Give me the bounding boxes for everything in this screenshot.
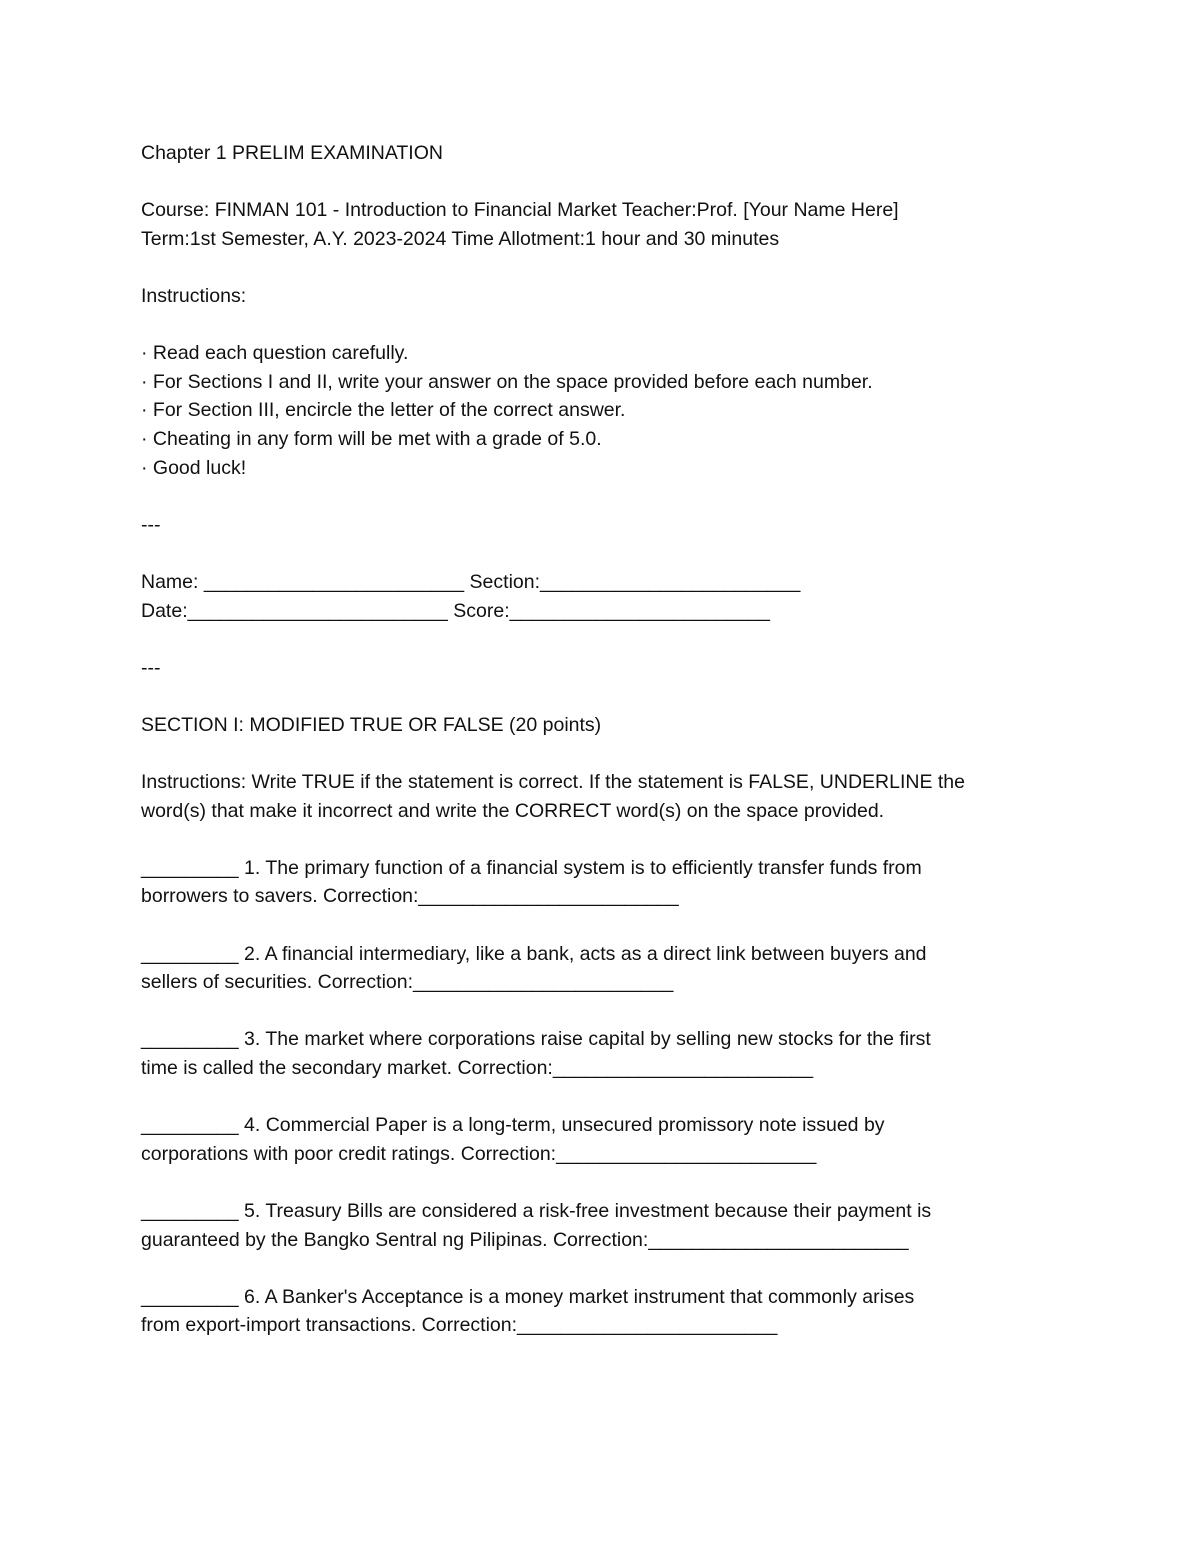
spacer: [141, 625, 1071, 654]
question-correction[interactable]: time is called the secondary market. Correction:________________________: [141, 1057, 814, 1079]
name-section-field[interactable]: Name: ________________________ Section:________________________: [141, 570, 801, 593]
instruction-item: · Good luck!: [141, 456, 247, 479]
question-item: [141, 1283, 1071, 1340]
section-instructions: Instructions: Write TRUE if the statement is correct. If the statement is FALSE, UNDERLINE the: [141, 771, 965, 794]
instructions-list: [141, 339, 1071, 482]
instruction-item: · For Sections I and II, write your answer on the space provided before each number.: [141, 370, 873, 393]
spacer: [141, 311, 1071, 340]
spacer: [141, 539, 1071, 568]
term-line: Term:1st Semester, A.Y. 2023-2024 Time Allotment:1 hour and 30 minutes: [141, 227, 780, 250]
instructions-heading: Instructions:: [141, 284, 247, 307]
instruction-item: · For Section III, encircle the letter of the correct answer.: [141, 399, 626, 422]
instruction-item: · Cheating in any form will be met with a grade of 5.0.: [141, 427, 602, 450]
separator: ---: [141, 656, 161, 679]
course-line: Course: FINMAN 101 - Introduction to Financial Market Teacher:Prof. [Your Name Here]: [141, 199, 899, 222]
question-item: [141, 940, 1071, 997]
spacer: [141, 253, 1071, 282]
spacer: [141, 682, 1071, 711]
question-item: [141, 1111, 1071, 1168]
page-title: Chapter 1 PRELIM EXAMINATION: [141, 142, 443, 164]
spacer: [141, 825, 1071, 854]
section-instructions: word(s) that make it incorrect and write the CORRECT word(s) on the space provided.: [141, 799, 885, 822]
spacer: [141, 482, 1071, 511]
separator: ---: [141, 513, 161, 536]
question-correction[interactable]: sellers of securities. Correction:________________________: [141, 971, 674, 994]
question-item: [141, 1197, 1071, 1254]
question-text[interactable]: _________ 2. A financial intermediary, like a bank, acts as a direct link between buyers and: [141, 942, 927, 965]
question-correction[interactable]: guaranteed by the Bangko Sentral ng Pilipinas. Correction:________________________: [141, 1228, 909, 1251]
instruction-item: · Read each question carefully.: [141, 342, 409, 365]
section-heading: SECTION I: MODIFIED TRUE OR FALSE (20 points): [141, 713, 602, 736]
spacer: [141, 168, 1071, 197]
question-text[interactable]: _________ 5. Treasury Bills are considered a risk-free investment because their payment is: [141, 1199, 932, 1222]
question-text[interactable]: _________ 6. A Banker's Acceptance is a money market instrument that commonly arises: [141, 1285, 915, 1308]
question-text[interactable]: _________ 4. Commercial Paper is a long-term, unsecured promissory note issued by: [141, 1114, 885, 1137]
question-correction[interactable]: borrowers to savers. Correction:________________________: [141, 885, 679, 908]
question-correction[interactable]: corporations with poor credit ratings. Correction:________________________: [141, 1142, 817, 1165]
question-item: [141, 854, 1071, 911]
question-text[interactable]: _________ 1. The primary function of a financial system is to efficiently transfer funds from: [141, 856, 922, 879]
spacer: [141, 739, 1071, 768]
question-correction[interactable]: from export-import transactions. Correction:________________________: [141, 1314, 778, 1337]
question-text[interactable]: _________ 3. The market where corporations raise capital by selling new stocks for the first: [141, 1028, 931, 1051]
exam-document: [141, 139, 1071, 1369]
date-score-field[interactable]: Date:________________________ Score:________________________: [141, 599, 770, 622]
question-item: [141, 1025, 1071, 1082]
